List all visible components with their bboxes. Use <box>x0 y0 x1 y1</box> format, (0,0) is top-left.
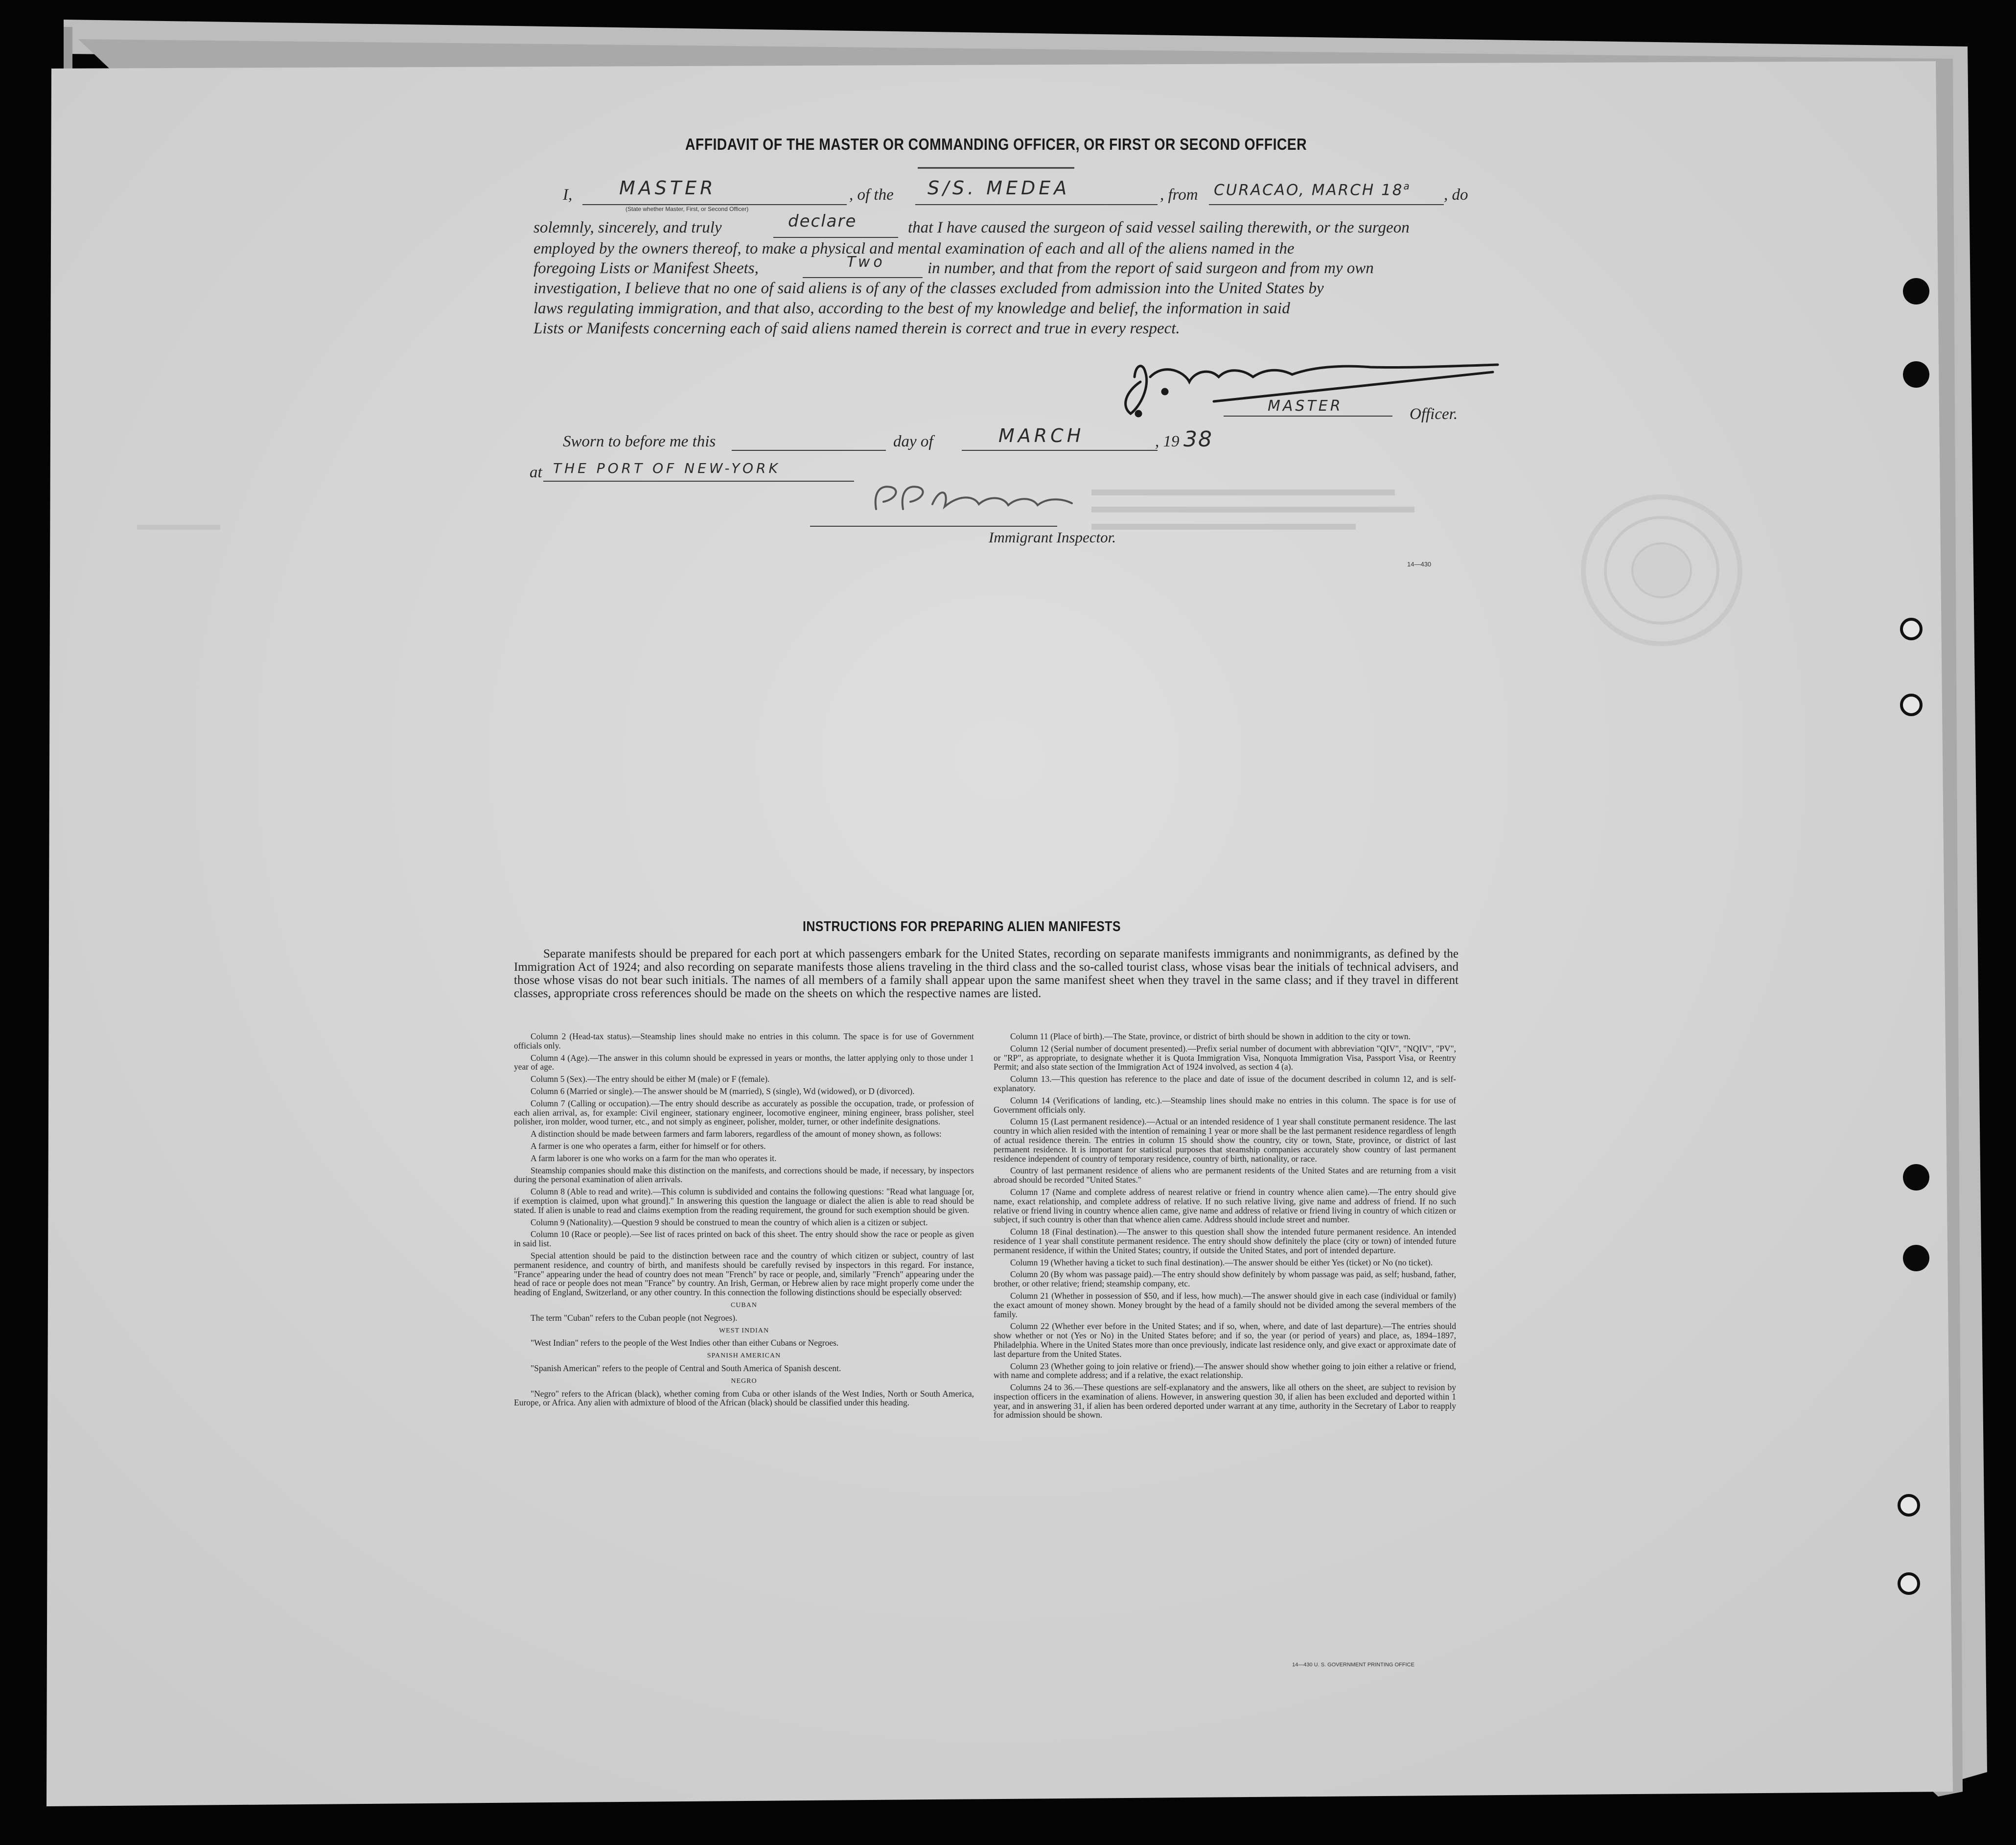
binder-hole-1 <box>1903 278 1929 304</box>
aff-line4-b: in number, and that from the report of said surgeon and from my own <box>927 259 1374 277</box>
right-paragraph: Column 12 (Serial number of document presented).—Prefix serial number of document with abbreviation "QIV", "NQIV", "PV", or "RP", as appropriate, to designate whether it is Quota Immigration Visa, Nonquota Immigration Visa, Passport Visa, or Reentry Permit; and also state section of the Immigration Act of 1924 involved, as section 4 (a). <box>994 1043 1456 1072</box>
form-number: 14—430 <box>1407 561 1432 568</box>
filled-year-suffix: 38 <box>1183 427 1213 452</box>
filled-officer-title: MASTER <box>1268 397 1343 415</box>
left-paragraph: Steamship companies should make this distinction on the manifests, and corrections should be made, if necessary, by inspectors during the personal examination of alien arrivals. <box>514 1165 974 1185</box>
at-label: at <box>530 464 542 481</box>
aff-line5: investigation, I believe that no one of said aliens is of any of the classes excluded from admission into the United States by <box>533 280 1324 297</box>
right-paragraph: Column 17 (Name and complete address of nearest relative or friend in country whence alien came).—The entry should give name, exact relationship, and complete address of relative. If no such relative living, give name and address of friend. If no such relative or friend living in country whence alien came, give name and address of relative or friend living in country of which citizen or subject, if such country is other than that whence alien came. Address should include street and number. <box>994 1187 1456 1225</box>
left-paragraph: Column 5 (Sex).—The entry should be either M (male) or F (female). <box>531 1074 770 1084</box>
instructions-intro: Separate manifests should be prepared for each port at which passengers embark for the United States, recording on separate manifests immigrants and nonimmigrants, as defined by the Immigration Act of 1924; and also recording on separate manifests those aliens traveling in the third class and the so-called tourist class, whose visas bear the initials of technical advisers, and those whose visas do not bear such initials. The names of all members of a family shall appear upon the same manifest sheet when they travel in the same class; and if they travel in different classes, appropriate cross references should be made on the sheets on which the respective names are listed. <box>514 947 1459 1000</box>
west-indian-paragraph: "West Indian" refers to the people of the West Indies other than either Cubans or Negroes. <box>531 1338 839 1348</box>
filled-sheet-count: Two <box>847 254 886 271</box>
filled-month: MARCH <box>998 425 1085 446</box>
spanish-american-paragraph: "Spanish American" refers to the people of Central and South America of Spanish descent. <box>531 1363 841 1373</box>
binder-hole-2 <box>1903 361 1929 388</box>
affidavit-title: AFFIDAVIT OF THE MASTER OR COMMANDING OFFICER, OR FIRST OR SECOND OFFICER <box>685 135 1307 153</box>
day-of-label: day of <box>893 433 933 450</box>
filled-vessel: S/S. MEDEA <box>927 177 1070 199</box>
instructions-left-column <box>514 1032 974 1410</box>
rank-hint: (State whether Master, First, or Second Officer) <box>626 206 749 212</box>
left-paragraph: Column 4 (Age).—The answer in this column should be expressed in years or months, the latter applying only to those under 1 year of age. <box>514 1052 974 1072</box>
right-paragraph: Column 11 (Place of birth).—The State, province, or district of birth should be shown in addition to the city or town. <box>1010 1031 1411 1041</box>
right-paragraph: Column 23 (Whether going to join relative or friend).—The answer should show whether going to join either a relative or friend, with name and complete address; and if a relative, the exact relationship. <box>994 1361 1456 1380</box>
right-paragraph: Country of last permanent residence of aliens who are permanent residents of the United States and are returning from a visit abroad should be recorded "United States." <box>994 1166 1456 1185</box>
embossed-seal <box>1583 497 1740 644</box>
aff-from: , from <box>1160 186 1198 204</box>
filled-from: CURACAO, MARCH 18$^a$ <box>1214 180 1411 199</box>
left-paragraph: Column 2 (Head-tax status).—Steamship lines should make no entries in this column. The space is for use of Government officials only. <box>514 1031 974 1051</box>
binder-hole-4 <box>1903 1245 1929 1271</box>
aff-line6: laws regulating immigration, and that also, according to the best of my knowledge and belief, the information in said <box>533 300 1290 317</box>
subheading-negro: NEGRO <box>731 1377 757 1385</box>
subheading-cuban: CUBAN <box>730 1301 757 1309</box>
left-paragraph: Special attention should be paid to the distinction between race and the country of which citizen or subject, country of last permanent residence, and country of birth, and manifests should be carefully revised by inspectors in this regard. For instance, "France" appearing under the head of country does not mean "French" by race or people, and, similarly "French" appearing under the head of race or people does not mean "France" by country. An Irish, German, or Hebrew alien by race might properly come under the heading of England, Switzerland, or any other country. In this connection the following distinctions should be especially observed: <box>514 1250 974 1298</box>
left-paragraph: Column 8 (Able to read and write).—This column is subdivided and contains the following questions: "Read what language [or, if exemption is claimed, upon what ground]." In answering this question the language or dialect the alien is able to read should be stated. If alien is unable to read and claims exemption from the reading requirement, the ground for such exemption should be given. <box>514 1187 974 1215</box>
aff-line2-a: solemnly, sincerely, and truly <box>533 219 722 236</box>
year-prefix: , 19 <box>1155 433 1180 450</box>
aff-line7: Lists or Manifests concerning each of said aliens named therein is correct and true in every respect. <box>533 320 1180 337</box>
right-paragraph: Column 20 (By whom was passage paid).—The entry should show definitely by whom passage was paid, as self; husband, father, brother, or other relative; friend; steamship company, etc. <box>994 1269 1456 1289</box>
left-paragraph: Column 7 (Calling or occupation).—The entry should describe as accurately as possible the occupation, trade, or profession of each alien arrival, as, for example: Civil engineer, stationary engineer, locomotive engineer, mining engineer, brass polisher, steel polisher, iron molder, wood turner, etc., and not simply as engineer, polisher, molder, turner, or other indefinite designations. <box>514 1098 974 1127</box>
aff-of-the: , of the <box>849 186 894 204</box>
officer-suffix: Officer. <box>1410 405 1458 423</box>
right-paragraph: Column 18 (Final destination).—The answer to this question shall show the intended future permanent residence. An intended residence of 1 year shall constitute permanent residence. The entry should show definitely the place (city or town) of intended future permanent residence, if within the United States; country, if outside the United States, and port of intended departure. <box>994 1227 1456 1255</box>
aff-line3: employed by the owners thereof, to make a physical and mental examination of each and all of the aliens named in the <box>533 240 1295 257</box>
left-paragraph: Column 10 (Race or people).—See list of races printed on back of this sheet. The entry should show the race or people as given in said list. <box>514 1229 974 1249</box>
right-paragraph: Column 15 (Last permanent residence).—Actual or an intended residence of 1 year shall constitute permanent residence. The last country in which alien resided with the intention of remaining 1 year or more shall be the last permanent residence regardless of length of actual residence therein. The entries in column 15 should show the country, city or town, State, province, or district of last permanent residence. It is important for statistical purposes that steamship companies accurately show country of last permanent residence independent of country of temporary residence, country of birth, nationality, or race. <box>994 1117 1456 1164</box>
right-paragraph: Column 19 (Whether having a ticket to such final destination).—The answer should be either Yes (ticket) or No (no ticket). <box>1010 1257 1433 1267</box>
left-paragraph: A distinction should be made between farmers and farm laborers, regardless of the amount of money shown, as follows: <box>531 1129 942 1139</box>
right-paragraph: Columns 24 to 36.—These questions are self-explanatory and the answers, like all others on the sheet, are subject to revision by inspection officers in the examination of aliens. However, in answering question 30, if alien has been excluded and deported within 1 year, and in answering 31, if alien has been ordered deported under warrant at any time, authority in the Secretary of Labor to reapply for admission should be shown. <box>994 1382 1456 1420</box>
aff-line4-a: foregoing Lists or Manifest Sheets, <box>533 259 759 277</box>
inspector-label: Immigrant Inspector. <box>989 529 1116 546</box>
sworn-label: Sworn to before me this <box>563 433 716 450</box>
filled-declaration: declare <box>788 211 857 231</box>
cuban-paragraph: The term "Cuban" refers to the Cuban people (not Negroes). <box>531 1312 738 1323</box>
right-paragraph: Column 14 (Verifications of landing, etc.).—Steamship lines should make no entries in this column. The space is for use of Government officials only. <box>994 1095 1456 1115</box>
filled-rank: MASTER <box>619 177 717 199</box>
left-paragraph: Column 9 (Nationality).—Question 9 should be construed to mean the country of which alien is a citizen or subject. <box>531 1217 928 1227</box>
aff-do: , do <box>1444 186 1468 204</box>
binder-hole-3 <box>1903 1164 1929 1191</box>
instructions-title: INSTRUCTIONS FOR PREPARING ALIEN MANIFESTS <box>803 919 1121 934</box>
aff-i: I, <box>563 186 573 204</box>
left-paragraph: A farmer is one who operates a farm, either for himself or for others. <box>531 1141 766 1151</box>
right-paragraph: Column 13.—This question has reference to the place and date of issue of the document described in column 12, and is self-explanatory. <box>994 1074 1456 1093</box>
subheading-west-indian: WEST INDIAN <box>718 1327 769 1334</box>
filled-port: THE PORT OF NEW-YORK <box>553 460 781 476</box>
instructions-right-column <box>994 1032 1456 1423</box>
printing-office-footer: 14—430 U. S. GOVERNMENT PRINTING OFFICE <box>1292 1662 1414 1668</box>
left-paragraph: Column 6 (Married or single).—The answer should be M (married), S (single), Wd (widowed), or D (divorced). <box>531 1086 915 1096</box>
aff-line2-b: that I have caused the surgeon of said vessel sailing therewith, or the surgeon <box>908 219 1410 236</box>
negro-paragraph: "Negro" refers to the African (black), whether coming from Cuba or other islands of the West Indies, North or South America, Europe, or Africa. Any alien with admixture of blood of the African (black) should be classified under this heading. <box>514 1388 974 1408</box>
right-paragraph: Column 22 (Whether ever before in the United States; and if so, when, where, and date of last departure).—The entries should show whether or not (Yes or No) in the United States before; and if so, the year (or period of years) and place, as, 1894–1897, Philadelphia. Where in the United States more than once previously, indicate last residence only, and give exact or approximate date of last departure from the United States. <box>994 1321 1456 1359</box>
right-paragraph: Column 21 (Whether in possession of $50, and if less, how much).—The answer should give in each case (individual or family) the exact amount of money shown. Money brought by the head of a family should not be divided among the several members of the family. <box>994 1290 1456 1319</box>
left-paragraph: A farm laborer is one who works on a farm for the man who operates it. <box>531 1153 777 1163</box>
subheading-spanish-american: SPANISH AMERICAN <box>707 1352 781 1360</box>
